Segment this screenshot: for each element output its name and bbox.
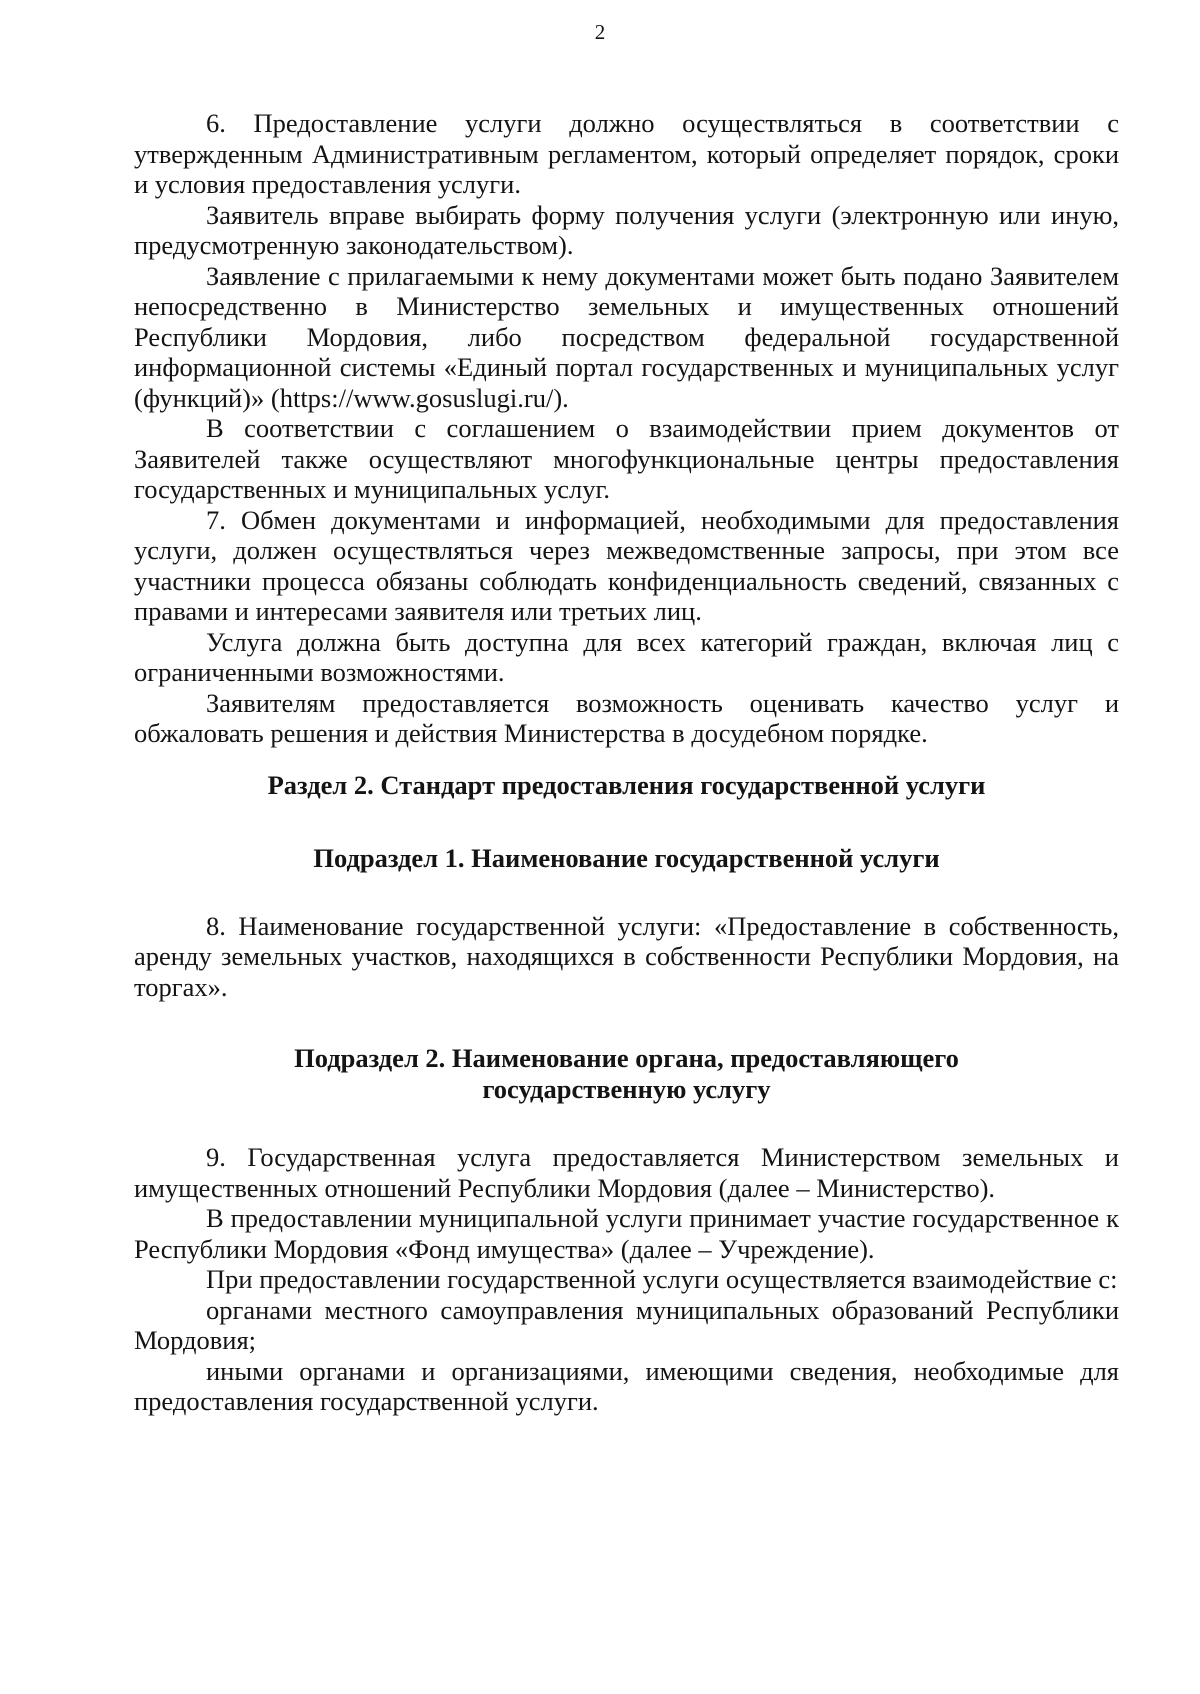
paragraph-8: 8. Наименование государственной услуги: «Предоставление в собственность, аренду земельных участков, находящихся в собственности Республики Мордовия, на торгах». — [134, 910, 1119, 1002]
page-number: 2 — [594, 20, 606, 44]
paragraph-9: 9. Государственная услуга предоставляется Министерством земельных и имущественных отношений Республики Мордовия (далее – Министерство). — [134, 1142, 1119, 1203]
subsection-heading-2-line-1: Подраздел 2. Наименование органа, предоставляющего — [294, 1043, 959, 1073]
paragraph-9-interaction: При предоставлении государственной услуги осуществляется взаимодействие с: — [206, 1264, 1118, 1294]
paragraph-9-other-bodies: иными органами и организациями, имеющими сведения, необходимые для предоставления государственной услуги. — [134, 1355, 1119, 1416]
paragraph-9-participation: В предоставлении муниципальной услуги принимает участие государственное к Республики Мордовия «Фонд имущества» (далее – Учреждение). — [134, 1203, 1119, 1264]
section-heading: Раздел 2. Стандарт предоставления государственной услуги — [267, 769, 986, 800]
paragraph-7-appeal: Заявителям предоставляется возможность оценивать качество услуг и обжаловать решения и действия Министерства в досудебном порядке. — [134, 687, 1119, 748]
document-body — [134, 108, 1119, 1417]
subsection-heading-2-line-2: государственную услугу — [482, 1074, 771, 1104]
paragraph-6-mfc: В соответствии с соглашением о взаимодействии прием документов от Заявителей также осуществляют многофункциональные центры предоставления государственных и муниципальных услуг. — [134, 413, 1119, 504]
paragraph-7-accessibility: Услуга должна быть доступна для всех категорий граждан, включая лиц с ограниченными возможностями. — [134, 626, 1119, 687]
paragraph-7: 7. Обмен документами и информацией, необходимыми для предоставления услуги, должен осуществляться через межведомственные запросы, при этом все участники процесса обязаны соблюдать конфиденциальность сведений, связанных с правами и интересами заявителя или третьих лиц. — [134, 504, 1119, 626]
paragraph-6-submission: Заявление с прилагаемыми к нему документами может быть подано Заявителем непосредственно в Министерство земельных и имущественных отношений Республики Мордовия, либо посредством федеральной государственной информационной системы «Единый портал государственных и муниципальных услуг (функций)» (https://www.gosuslugi.ru/). — [134, 260, 1119, 413]
paragraph-9-local-authorities: органами местного самоуправления муниципальных образований Республики Мордовия; — [134, 1294, 1119, 1355]
paragraph-6-application-form: Заявитель вправе выбирать форму получения услуги (электронную или иную, предусмотренную законодательством). — [134, 199, 1119, 260]
subsection-heading-2 — [134, 1043, 1119, 1105]
subsection-heading-1: Подраздел 1. Наименование государственной услуги — [313, 842, 940, 873]
paragraph-6: 6. Предоставление услуги должно осуществляться в соответствии с утвержденным Административным регламентом, который определяет порядок, сроки и условия предоставления услуги. — [134, 108, 1119, 199]
